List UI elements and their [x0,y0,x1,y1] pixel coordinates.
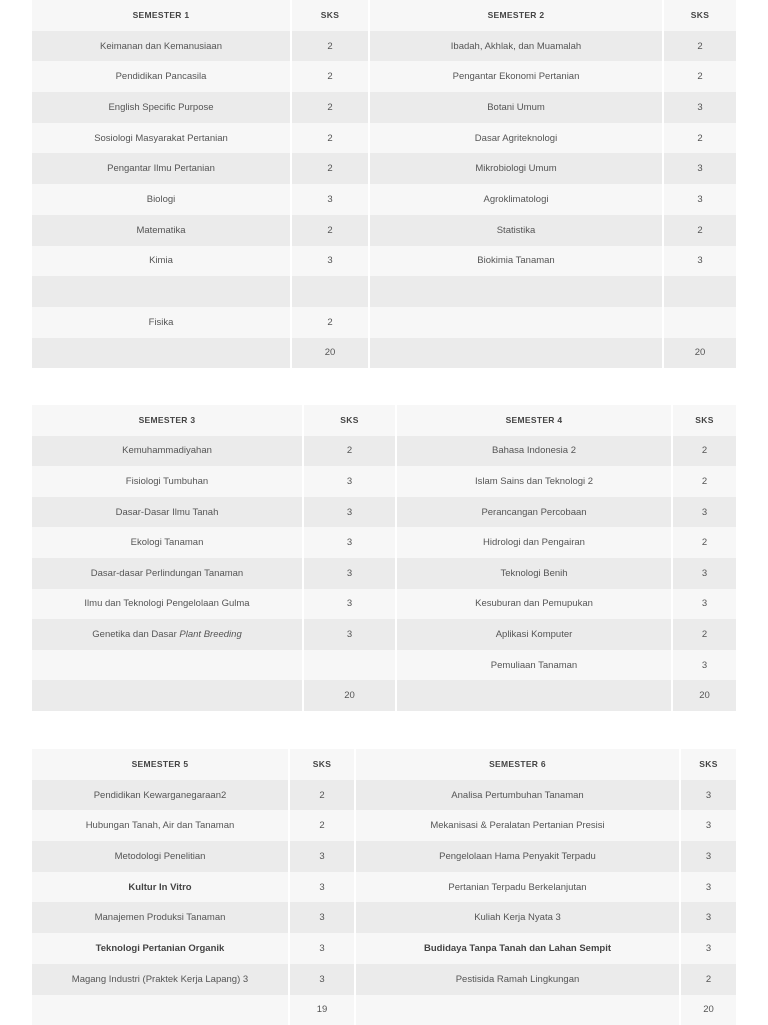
course-name: Analisa Pertumbuhan Tanaman [356,780,681,811]
sks-value: 2 [681,964,736,995]
sks-header: SKS [664,0,736,31]
table-row [32,650,736,681]
sks-value: 3 [304,466,397,497]
total-row [32,338,736,369]
table-row [32,841,736,872]
course-name: Agroklimatologi [370,184,664,215]
sks-value: 3 [664,92,736,123]
course-name: Biologi [32,184,292,215]
table-row [32,153,736,184]
course-name [32,276,292,307]
sks-value: 3 [673,589,736,620]
sks-value: 3 [290,933,356,964]
sks-value: 2 [290,810,356,841]
table-row [32,527,736,558]
course-name-italic: Plant Breeding [179,629,241,640]
table-row [32,964,736,995]
sks-total: 20 [292,338,370,369]
course-name: Ekologi Tanaman [32,527,304,558]
sks-value: 3 [664,246,736,277]
course-name: Teknologi Benih [397,558,673,589]
table-row [32,589,736,620]
table-header-row [32,405,736,436]
course-name: Hidrologi dan Pengairan [397,527,673,558]
sks-value [664,276,736,307]
sks-value [664,307,736,338]
sks-value: 2 [292,123,370,154]
total-label [370,338,664,369]
sks-header: SKS [681,749,736,780]
sks-value: 3 [681,933,736,964]
table-row [32,558,736,589]
course-name: Biokimia Tanaman [370,246,664,277]
course-name: Sosiologi Masyarakat Pertanian [32,123,292,154]
course-name: Mekanisasi & Peralatan Pertanian Presisi [356,810,681,841]
course-name [32,619,304,650]
sks-value: 3 [664,184,736,215]
semester-2-header: SEMESTER 2 [370,0,664,31]
course-name: Ibadah, Akhlak, dan Muamalah [370,31,664,62]
course-name: Dasar Agriteknologi [370,123,664,154]
sks-value: 3 [681,810,736,841]
sks-total: 19 [290,995,356,1025]
course-name: Perancangan Percobaan [397,497,673,528]
table-row [32,276,736,307]
sks-value: 3 [673,497,736,528]
total-row [32,995,736,1025]
sks-value: 2 [673,466,736,497]
sks-value: 2 [292,215,370,246]
sks-value: 2 [673,436,736,467]
table-row [32,902,736,933]
semester-5-header: SEMESTER 5 [32,749,290,780]
course-name: Fisika [32,307,292,338]
sks-value: 3 [673,558,736,589]
total-label [356,995,681,1025]
sks-value: 3 [681,780,736,811]
sks-header: SKS [292,0,370,31]
semester-1-header: SEMESTER 1 [32,0,292,31]
sks-value: 3 [304,558,397,589]
sks-value: 3 [292,246,370,277]
course-name: Dasar-Dasar Ilmu Tanah [32,497,304,528]
course-name: Kemuhammadiyahan [32,436,304,467]
total-label [397,680,673,711]
table-row [32,933,736,964]
sks-value: 2 [292,61,370,92]
course-name: Aplikasi Komputer [397,619,673,650]
sks-total: 20 [664,338,736,369]
table-row [32,780,736,811]
course-name: Pengelolaan Hama Penyakit Terpadu [356,841,681,872]
sks-value [292,276,370,307]
course-name: Kuliah Kerja Nyata 3 [356,902,681,933]
sks-value: 2 [292,307,370,338]
course-name: Islam Sains dan Teknologi 2 [397,466,673,497]
sks-value: 3 [304,589,397,620]
sks-value: 2 [664,123,736,154]
table-row [32,123,736,154]
sks-header: SKS [673,405,736,436]
sks-value: 2 [664,31,736,62]
course-name: Pengantar Ilmu Pertanian [32,153,292,184]
course-name: Botani Umum [370,92,664,123]
sks-value: 3 [290,902,356,933]
course-name: Statistika [370,215,664,246]
course-name: Pertanian Terpadu Berkelanjutan [356,872,681,903]
sks-header: SKS [290,749,356,780]
sks-value: 2 [664,61,736,92]
sks-value: 3 [290,841,356,872]
course-name: Kimia [32,246,292,277]
course-name: Pendidikan Kewarganegaraan2 [32,780,290,811]
semester-5-6-table [32,749,736,1025]
semester-6-header: SEMESTER 6 [356,749,681,780]
sks-value: 3 [681,872,736,903]
sks-value: 3 [664,153,736,184]
course-name-text: Genetika dan Dasar [92,629,179,640]
semester-3-header: SEMESTER 3 [32,405,304,436]
sks-total: 20 [681,995,736,1025]
table-row [32,215,736,246]
sks-value: 3 [292,184,370,215]
table-row [32,497,736,528]
sks-value: 3 [304,619,397,650]
sks-value: 3 [673,650,736,681]
course-name: Pestisida Ramah Lingkungan [356,964,681,995]
total-label [32,338,292,369]
total-label [32,680,304,711]
course-name: English Specific Purpose [32,92,292,123]
course-name: Teknologi Pertanian Organik [32,933,290,964]
table-row [32,61,736,92]
sks-total: 20 [673,680,736,711]
total-row [32,680,736,711]
course-name: Ilmu dan Teknologi Pengelolaan Gulma [32,589,304,620]
sks-value: 3 [290,964,356,995]
table-row [32,810,736,841]
course-name: Kesuburan dan Pemupukan [397,589,673,620]
sks-value: 3 [304,497,397,528]
sks-value: 2 [292,153,370,184]
table-header-row [32,749,736,780]
table-header-row [32,0,736,31]
course-name [370,276,664,307]
sks-value: 3 [681,902,736,933]
course-name: Fisiologi Tumbuhan [32,466,304,497]
sks-value: 2 [292,92,370,123]
course-name: Matematika [32,215,292,246]
sks-value: 2 [664,215,736,246]
sks-value: 2 [673,527,736,558]
table-row [32,619,736,650]
course-name: Pemuliaan Tanaman [397,650,673,681]
sks-value: 2 [673,619,736,650]
course-name: Magang Industri (Praktek Kerja Lapang) 3 [32,964,290,995]
course-name: Metodologi Penelitian [32,841,290,872]
course-name: Keimanan dan Kemanusiaan [32,31,292,62]
course-name [370,307,664,338]
course-name: Kultur In Vitro [32,872,290,903]
sks-value: 3 [304,527,397,558]
table-row [32,466,736,497]
course-name: Pengantar Ekonomi Pertanian [370,61,664,92]
course-name: Bahasa Indonesia 2 [397,436,673,467]
table-row [32,246,736,277]
sks-value: 2 [292,31,370,62]
semester-4-header: SEMESTER 4 [397,405,673,436]
course-name: Hubungan Tanah, Air dan Tanaman [32,810,290,841]
sks-value: 2 [304,436,397,467]
course-name: Pendidikan Pancasila [32,61,292,92]
table-row [32,307,736,338]
sks-value: 3 [290,872,356,903]
sks-header: SKS [304,405,397,436]
sks-value: 2 [290,780,356,811]
semester-3-4-table [32,405,736,711]
table-row [32,184,736,215]
table-row [32,31,736,62]
total-label [32,995,290,1025]
table-row [32,92,736,123]
sks-total: 20 [304,680,397,711]
course-name: Budidaya Tanpa Tanah dan Lahan Sempit [356,933,681,964]
table-row [32,872,736,903]
sks-value: 3 [681,841,736,872]
course-name: Manajemen Produksi Tanaman [32,902,290,933]
course-name [32,650,304,681]
semester-1-2-table [32,0,736,368]
sks-value [304,650,397,681]
course-name: Mikrobiologi Umum [370,153,664,184]
table-row [32,436,736,467]
course-name: Dasar-dasar Perlindungan Tanaman [32,558,304,589]
